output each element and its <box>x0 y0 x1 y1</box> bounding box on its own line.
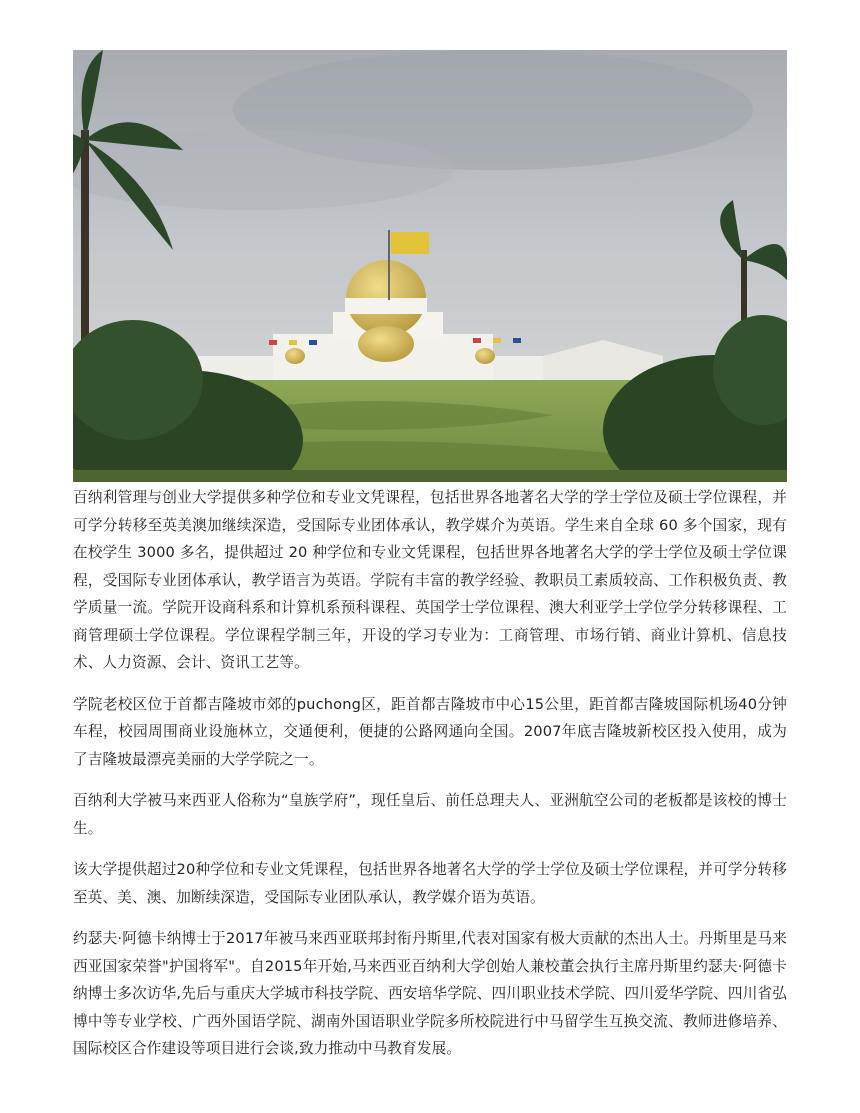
paragraph-programs: 该大学提供超过20种学位和专业文凭课程，包括世界各地著名大学的学士学位及硕士学位课程，并可学分转移至英、美、澳、加断续深造，受国际专业团队承认，教学媒介语为英语。 <box>73 861 787 906</box>
paragraph-founder: 约瑟夫·阿德卡纳博士于2017年被马来西亚联邦封衔丹斯里,代表对国家有极大贡献的杰出人士。丹斯里是马来西亚国家荣誉"护国将军"。自2015年开始,马来西亚百纳利大学创始人兼校董会执行主席丹斯里约瑟夫·阿德卡纳博士多次访华,先后与重庆大学城市科技学院、西安培华学院、四川职业技术学院、四川爱华学院、四川省弘博中等专业学校、广西外国语学院、湖南外国语职业学院多所校院进行中马留学生互换交流、教师进修培养、国际校区合作建设等项目进行会谈,致力推动中马教育发展。 <box>73 930 787 1057</box>
paragraph-intro: 百纳利管理与创业大学提供多种学位和专业文凭课程，包括世界各地著名大学的学士学位及硕士学位课程，并可学分转移至英美澳加继续深造，受国际专业团体承认，教学媒介为英语。学生来自全球 60 多个国家，现有在校学生 3000 多名，提供超过 20 种学位和专业文凭课程，包括世界各地著名大学的学士学位及硕士学位课程，受国际专业团体承认，教学语言为英语。学院有丰富的教学经验、教职员工素质较高、工作积极负责、教学质量一流。学院开设商科系和计算机系预科课程、英国学士学位课程、澳大利亚学士学位学分转移课程、工商管理硕士学位课程。学位课程学制三年，开设的学习专业为：工商管理、市场行销、商业计算机、信息技术、人力资源、会计、资讯工艺等。 <box>73 489 787 671</box>
paragraph-campus: 学院老校区位于首都吉隆坡市郊的puchong区，距首都吉隆坡市中心15公里，距首都吉隆坡国际机场40分钟车程，校园周围商业设施林立，交通便利，便捷的公路网通向全国。2007年底吉隆坡新校区投入使用，成为了吉隆坡最漂亮美丽的大学学院之一。 <box>73 695 787 768</box>
paragraph-royal: 百纳利大学被马来西亚人俗称为“皇族学府”，现任皇后、前任总理夫人、亚洲航空公司的老板都是该校的博士生。 <box>73 792 787 837</box>
palace-photo <box>73 50 787 482</box>
article-body <box>73 484 787 1063</box>
